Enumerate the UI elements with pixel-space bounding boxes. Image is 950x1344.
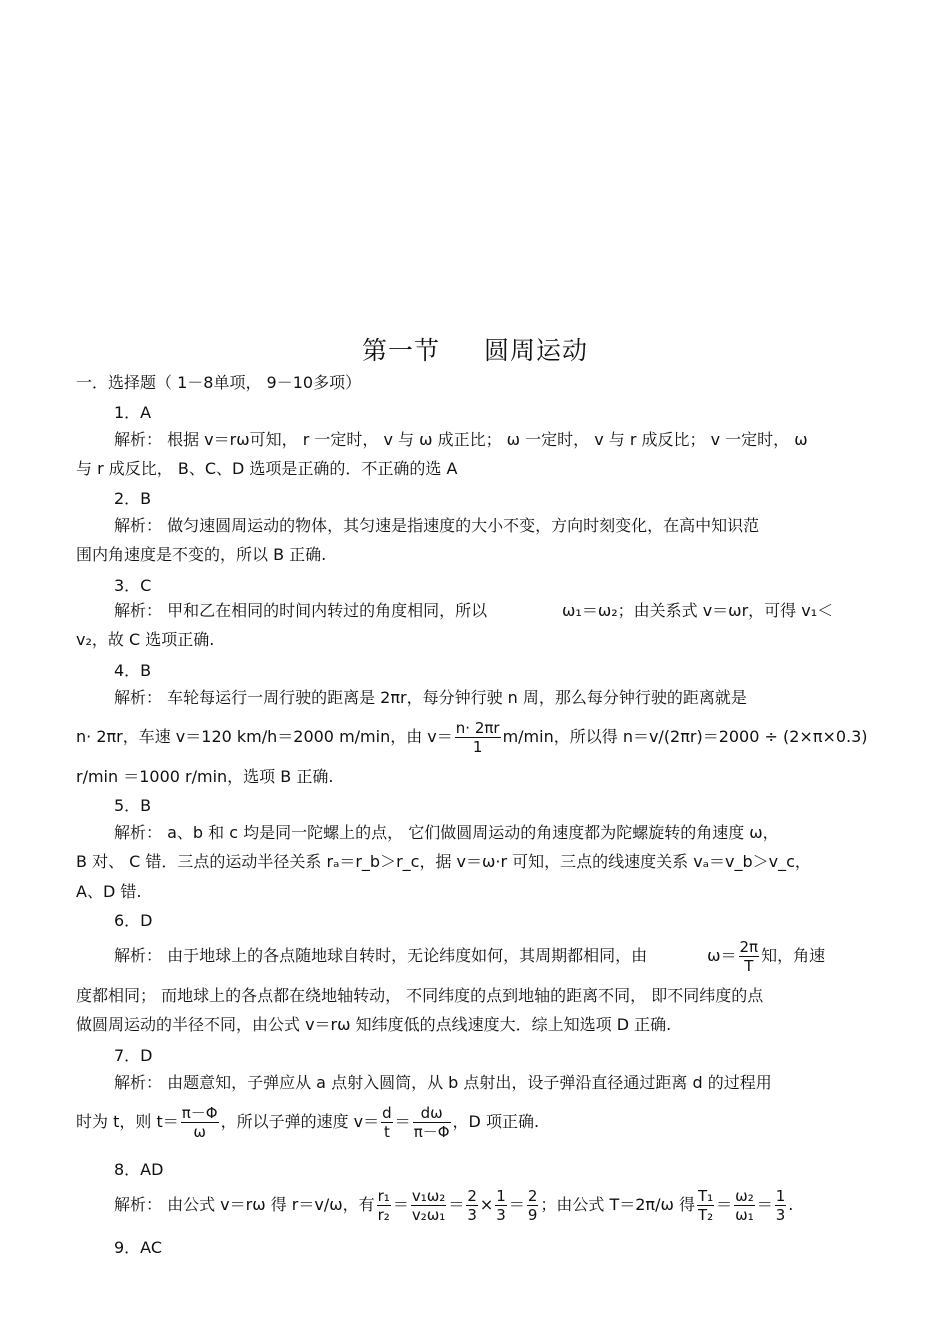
- q6-explanation-line2: 度都相同； 而地球上的各点都在绕地轴转动， 不同纬度的点到地轴的距离不同， 即不同纬度的点: [76, 986, 764, 1005]
- section-heading: 一．选择题（ 1－8单项， 9－10多项）: [76, 373, 362, 392]
- q4-explanation-line3: r/min ＝1000 r/min，选项 B 正确.: [76, 767, 334, 786]
- q8-f7-den: ω₁: [735, 1206, 754, 1224]
- q7-f1-den: ω: [193, 1123, 206, 1141]
- q8-f6-den: T₂: [697, 1206, 714, 1224]
- q7-f3-num: dω: [413, 1104, 451, 1123]
- q9-answer: 9．AC: [114, 1238, 163, 1257]
- q8-answer: 8．AD: [114, 1160, 164, 1179]
- q8-explanation-line1: [114, 1187, 793, 1224]
- q8-f7-num: ω₂: [735, 1187, 754, 1205]
- q7-line2-b: ，所以子弹的速度 v＝: [220, 1112, 380, 1131]
- q8-f1: [377, 1187, 391, 1224]
- q8-eq-3: ＝: [508, 1195, 525, 1214]
- q8-f2: [411, 1187, 446, 1224]
- q7-explanation-line2: [76, 1104, 539, 1141]
- q6-answer: 6．D: [114, 911, 153, 930]
- q8-eq-2: ＝: [448, 1195, 465, 1214]
- q3-explanation-line1a: 解析： 甲和乙在相同的时间内转过的角度相同，所以: [114, 601, 488, 620]
- q5-answer: 5．B: [114, 796, 152, 815]
- q8-mid: ；由公式 T＝2π/ω 得: [540, 1195, 695, 1214]
- q4-explanation-line2: [76, 719, 868, 756]
- q7-f2-num: d: [382, 1104, 392, 1122]
- q5-explanation-line1: 解析： a、b 和 c 均是同一陀螺上的点， 它们做圆周运动的角速度都为陀螺旋转的角速度 ω，: [114, 823, 779, 842]
- q6-explanation-line1: [114, 938, 825, 975]
- q4-fraction: [455, 719, 501, 756]
- q6-omega-eq: ω＝: [707, 946, 737, 965]
- q8-f6: [697, 1187, 714, 1224]
- q8-f2-den: v₂ω₁: [411, 1206, 446, 1224]
- q7-equals: ＝: [394, 1112, 411, 1131]
- q6-fraction: [739, 938, 760, 975]
- q7-fraction-time: [181, 1104, 219, 1141]
- q1-explanation-line2: 与 r 成反比， B、C、D 选项是正确的．不正确的选 A: [76, 459, 458, 478]
- q8-f5-den: 9: [527, 1206, 538, 1224]
- q2-explanation-line2: 围内角速度是不变的，所以 B 正确.: [76, 545, 327, 564]
- q8-f2-num: v₁ω₂: [411, 1187, 446, 1205]
- q7-fraction-speed: [413, 1104, 451, 1141]
- title-part2: 圆周运动: [484, 336, 589, 365]
- q8-f3: [466, 1187, 478, 1224]
- q8-eq-4: ＝: [716, 1195, 733, 1214]
- q6-explanation-line3: 做圆周运动的半径不同，由公式 v＝rω 知纬度低的点线速度大．综上知选项 D 正确.: [76, 1015, 672, 1034]
- q7-line2-a: 时为 t，则 t＝: [76, 1112, 179, 1131]
- page-title: [0, 331, 950, 367]
- q4-answer: 4．B: [114, 661, 152, 680]
- q8-f6-num: T₁: [697, 1187, 714, 1205]
- q6-line1-b: 知，角速: [761, 946, 826, 965]
- q7-f3-den: π－Φ: [413, 1123, 450, 1141]
- q6-fraction-den: T: [744, 957, 754, 975]
- q7-f1-num: π－Φ: [181, 1104, 218, 1122]
- q8-f4-num: 1: [496, 1187, 506, 1205]
- q7-fraction-dt: [381, 1104, 393, 1141]
- q6-line1-a: 解析： 由于地球上的各点随地球自转时，无论纬度如何，其周期都相同，由: [114, 946, 648, 965]
- q8-f7: [734, 1187, 755, 1224]
- q7-f2-den: t: [383, 1123, 390, 1141]
- q8-f1-den: r₂: [377, 1206, 390, 1224]
- q2-answer: 2．B: [114, 489, 152, 508]
- q8-f3-num: 2: [467, 1187, 477, 1205]
- q4-fraction-den: 1: [472, 738, 483, 756]
- q8-f8-den: 3: [775, 1206, 786, 1224]
- q5-explanation-line3: A、D 错.: [76, 882, 142, 901]
- q3-explanation-line1b: ω₁＝ω₂；由关系式 v＝ωr，可得 v₁＜: [562, 601, 834, 620]
- q8-end: .: [788, 1195, 794, 1214]
- q8-eq-1: ＝: [392, 1195, 409, 1214]
- q1-explanation-line1: 解析： 根据 v＝rω可知， r 一定时， v 与 ω 成正比； ω 一定时， v 与 r 成反比； v 一定时， ω: [114, 430, 808, 449]
- q2-explanation-line1: 解析： 做匀速圆周运动的物体，其匀速是指速度的大小不变，方向时刻变化，在高中知识范: [114, 516, 760, 535]
- q4-fraction-num: n· 2πr: [455, 719, 500, 737]
- q8-line1-a: 解析： 由公式 v＝rω 得 r＝v/ω，有: [114, 1195, 375, 1214]
- q3-explanation-line2: v₂，故 C 选项正确.: [76, 630, 215, 649]
- q4-line2-b: m/min，所以得 n＝v/(2πr)＝2000 ÷ (2×π×0.3): [502, 727, 868, 746]
- q8-eq-5: ＝: [756, 1195, 773, 1214]
- q8-f5: [527, 1187, 539, 1224]
- q8-f5-num: 2: [527, 1187, 538, 1205]
- q8-f8-num: 1: [775, 1187, 786, 1205]
- q8-times: ×: [479, 1195, 494, 1214]
- q7-answer: 7．D: [114, 1046, 153, 1065]
- q1-answer: 1．A: [114, 403, 152, 422]
- title-part1: 第一节: [361, 336, 440, 365]
- q7-line2-c: ，D 项正确.: [452, 1112, 540, 1131]
- q8-f3-den: 3: [467, 1206, 477, 1224]
- q8-f4: [495, 1187, 507, 1224]
- q4-line2-a: n· 2πr，车速 v＝120 km/h＝2000 m/min，由 v＝: [76, 727, 453, 746]
- q7-explanation-line1: 解析： 由题意知，子弹应从 a 点射入圆筒，从 b 点射出，设子弹沿直径通过距离 d 的过程用: [114, 1073, 772, 1092]
- q4-explanation-line1: 解析： 车轮每运行一周行驶的距离是 2πr，每分钟行驶 n 周，那么每分钟行驶的距离就是: [114, 688, 747, 707]
- q8-f1-num: r₁: [377, 1187, 390, 1205]
- q3-answer: 3．C: [114, 576, 152, 595]
- q6-fraction-num: 2π: [739, 938, 759, 956]
- q8-f8: [775, 1187, 787, 1224]
- q8-f4-den: 3: [496, 1206, 506, 1224]
- q5-explanation-line2: B 对、 C 错．三点的运动半径关系 rₐ＝r_b＞r_c，据 v＝ω·r 可知，三点的线速度关系 vₐ＝v_b＞v_c，: [76, 852, 811, 871]
